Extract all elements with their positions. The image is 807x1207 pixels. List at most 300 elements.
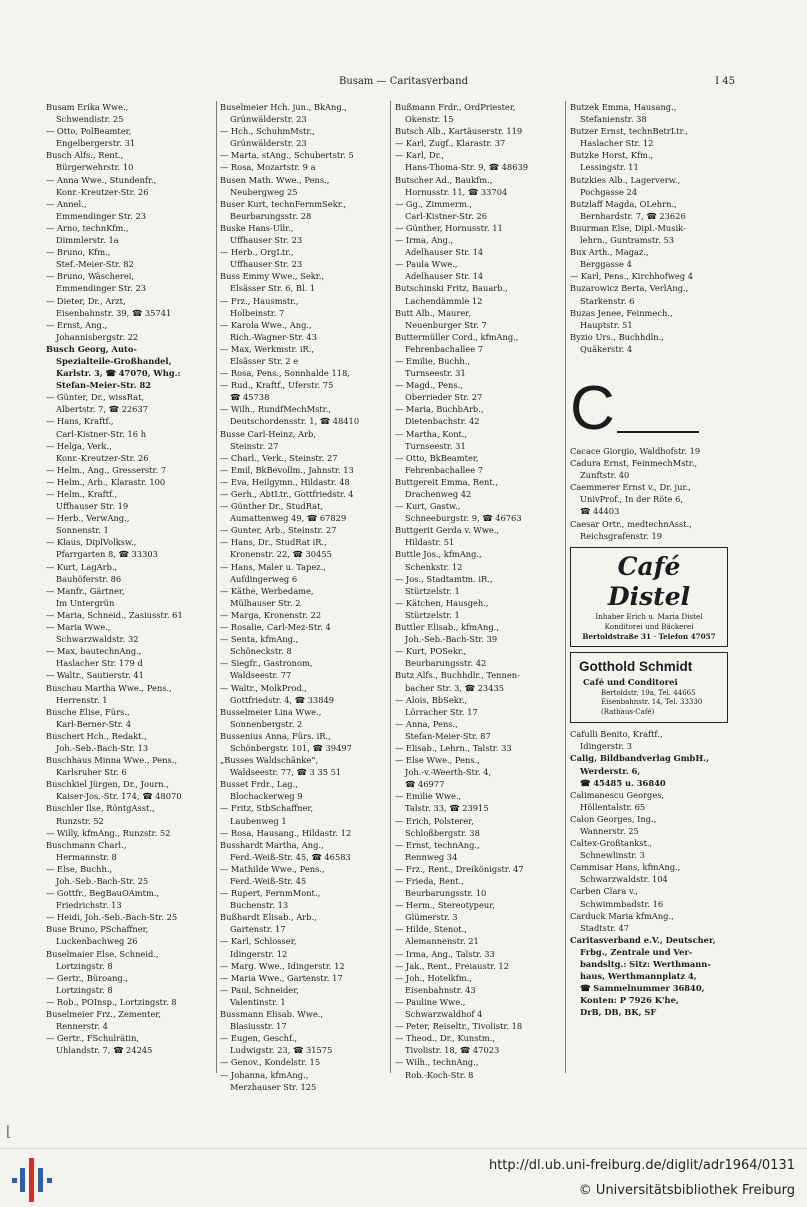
entry-detail: Dietenbachstr. 42 (405, 416, 480, 427)
entry-name: Busen Math. Wwe., Pens., (220, 174, 330, 185)
entry-name: Caemmerer Ernst v., Dr. jur., (570, 482, 691, 493)
entry-detail: Carl-Kistner-Str. 16 h (56, 428, 147, 439)
directory-entry (46, 174, 211, 198)
entry-name: — Kurt, POSekr., (395, 646, 467, 657)
entry-detail: Sonnenstr. 1 (56, 525, 109, 536)
section-letter-rule (617, 431, 699, 433)
entry-name: Buselmaier Else, Schneid., (46, 948, 159, 959)
directory-entry (395, 1056, 563, 1080)
column-divider (565, 101, 566, 1073)
entry-detail: Gartenstr. 17 (230, 924, 286, 935)
entry-name: — Maria Wwe., Gartenstr. 17 (220, 972, 343, 983)
directory-entry (395, 174, 563, 198)
entry-detail: Wannerstr. 25 (580, 825, 639, 836)
entry-detail: Hauptstr. 51 (580, 319, 633, 330)
entry-detail: Hans-Thoma-Str. 9, ☎ 48639 (405, 162, 529, 173)
entry-name: — Else, Buchh., (46, 863, 113, 874)
entry-name: — Dieter, Dr., Arzt, (46, 295, 126, 306)
entry-detail: Stadtstr. 47 (580, 922, 630, 933)
entry-detail: Blochackerweg 9 (230, 791, 303, 802)
directory-entry (395, 125, 563, 137)
directory-entry (570, 270, 738, 282)
directory-entry (46, 488, 211, 512)
entry-detail: Turnseestr. 31 (405, 368, 466, 379)
directory-entry (46, 415, 211, 439)
entry-name: — Rud., Kraftf., Uferstr. 75 (220, 380, 334, 391)
directory-entry (46, 198, 211, 222)
entry-name: Buss Emmy Wwe., Sekr., (220, 271, 325, 282)
running-title: Busam — Caritasverband (339, 76, 468, 87)
entry-detail: Bernhardstr. 7, ☎ 23626 (580, 210, 686, 221)
entry-name: Buschert Hch., Redakt., (46, 730, 147, 741)
entry-name: — Waltr., Sautierstr. 41 (46, 670, 144, 681)
entry-name: Buselmeier Frz., Zementer, (46, 1009, 161, 1020)
entry-name: Buttermüller Cord., kfmAng., (395, 331, 519, 342)
entry-name: — Irma, Ang., (395, 235, 454, 246)
entry-name: — Herm., Stereotypeur, (395, 900, 495, 911)
entry-name: — Peter, Reiseltr., Tivolistr. 18 (395, 1021, 523, 1032)
entry-name: — Herb., VerwAng., (46, 513, 130, 524)
entry-name: — Gertr., FSchulrätin, (46, 1033, 140, 1044)
entry-name: — Otto, PolBeamter, (46, 126, 132, 137)
directory-entry (570, 837, 738, 861)
entry-detail: Schönbergstr. 101, ☎ 39497 (230, 742, 352, 753)
entry-name: — Alois, BbSekr., (395, 694, 468, 705)
directory-entry (395, 645, 563, 669)
entry-detail: Blasiusstr. 17 (230, 1021, 287, 1032)
entry-detail: Konr.-Kreutzer-Str. 26 (56, 186, 149, 197)
entry-detail: Laubenweg 1 (230, 815, 287, 826)
entry-detail: Lessingstr. 11 (580, 162, 639, 173)
entry-detail: Gottfriedstr. 4, ☎ 33849 (230, 694, 335, 705)
entry-detail: Joh.-Seb.-Bach-Str. 13 (56, 742, 149, 753)
directory-entry (395, 815, 563, 839)
entry-detail: Stefanienstr. 38 (580, 114, 647, 125)
entry-detail: Mülhauser Str. 2 (230, 597, 301, 608)
entry-detail: ☎ 45485 u. 36840 (580, 777, 666, 788)
entry-detail: Hildastr. 51 (405, 537, 455, 548)
entry-detail: Runzstr. 52 (56, 815, 104, 826)
directory-entry (46, 246, 211, 270)
entry-name: — Pauline Wwe., (395, 996, 466, 1007)
directory-entry (46, 778, 211, 802)
entry-detail: Berggasse 4 (580, 259, 632, 270)
entry-name: — Gg., Zimmerm., (395, 198, 472, 209)
entry-name: Bussenius Anna, Fürs. iR., (220, 730, 331, 741)
directory-entry (220, 1032, 388, 1056)
ad-owner-line: Inhaber Erich u. Maria Distel (595, 611, 703, 621)
entry-name: — Annel., (46, 198, 87, 209)
directory-entry (395, 331, 563, 355)
entry-name: — Rupert, FernmMont., (220, 888, 321, 899)
directory-entry (46, 536, 211, 560)
directory-entry (570, 445, 738, 457)
entry-name: — Eugen, Geschf., (220, 1033, 298, 1044)
entry-detail: Emmendinger Str. 23 (56, 210, 147, 221)
entry-detail: Bürgerwehrstr. 10 (56, 162, 134, 173)
entry-name: — Elisab., Lehrn., Talstr. 33 (395, 742, 512, 753)
entry-detail: Beurbarungsstr. 28 (230, 210, 312, 221)
directory-entry (570, 934, 738, 1019)
entry-name: — Charl., Verk., Steinstr. 27 (220, 452, 338, 463)
entry-name: Busset Frdr., Lag., (220, 779, 298, 790)
directory-entry (220, 343, 388, 367)
entry-name: — Karl, Pens., Kirchhofweg 4 (570, 271, 694, 282)
entry-detail: Uffhauser Str. 23 (230, 259, 303, 270)
entry-name: — Paul, Schneider, (220, 984, 299, 995)
entry-detail: Konten: P 7926 K'he, (580, 995, 679, 1006)
entry-name: Bussmann Elisab. Wwe., (220, 1009, 324, 1020)
directory-entry (220, 972, 388, 984)
entry-name: — Manfr., Gärtner, (46, 585, 125, 596)
entry-detail: Deutschordensstr. 1, ☎ 48410 (230, 416, 360, 427)
entry-detail: Waldseestr. 77 (230, 670, 292, 681)
entry-detail: Idingerstr. 12 (230, 948, 288, 959)
entry-name: Butzek Emma, Hausang., (570, 102, 677, 112)
entry-detail: Tivolistr. 18, ☎ 47023 (405, 1045, 500, 1056)
directory-entry (220, 1008, 388, 1032)
entry-detail: Schnewlinstr. 3 (580, 850, 645, 861)
column-4-b-entries (570, 101, 738, 355)
entry-detail: Schneeburgstr. 9, ☎ 46763 (405, 513, 522, 524)
entry-name: — Mathilde Wwe., Pens., (220, 863, 325, 874)
directory-entry (395, 1020, 563, 1032)
entry-name: — Willy, kfmAng., Runzstr. 52 (46, 827, 171, 838)
copyright-notice: © Universitätsbibliothek Freiburg (578, 1183, 795, 1198)
directory-entry (395, 621, 563, 645)
entry-detail: Lörracher Str. 17 (405, 706, 478, 717)
entry-name: Butt Alb., Maurer, (395, 307, 471, 318)
directory-entry (220, 125, 388, 149)
directory-entry (395, 258, 563, 282)
entry-name: — Helm., Arb., Klarastr. 100 (46, 476, 166, 487)
entry-name: — Herb., OrgLtr., (220, 247, 294, 258)
directory-entry (46, 1032, 211, 1056)
entry-name: Cafulli Benito, Kraftf., (570, 729, 663, 740)
entry-detail: Fehrenbachallee 7 (405, 343, 484, 354)
entry-detail: Frbg., Zentrale und Ver- (580, 946, 693, 957)
entry-detail: Höllentalstr. 65 (580, 801, 646, 812)
entry-name: Busselmeier Lina Wwe., (220, 706, 322, 717)
directory-entry (220, 609, 388, 621)
entry-detail: Joh.-v.-Weerth-Str. 4, (405, 767, 492, 778)
directory-entry (220, 319, 388, 343)
entry-detail: Lortzingstr. 8 (56, 960, 113, 971)
directory-entry (46, 911, 211, 923)
entry-detail: haus, Werthmannplatz 4, (580, 971, 697, 982)
entry-detail: Valentinstr. 1 (230, 996, 286, 1007)
gotthold-schmidt-advertisement (570, 652, 728, 724)
entry-name: — Rob., POInsp., Lortzingstr. 8 (46, 996, 177, 1007)
entry-name: Butzlaff Magda, OLehrn., (570, 198, 677, 209)
directory-entry (220, 295, 388, 319)
entry-name: — Bruno, Wäscherei, (46, 271, 135, 282)
entry-name: — Irma, Ang., Talstr. 33 (395, 948, 495, 959)
directory-entry (220, 536, 388, 560)
entry-name: — Maria, BuchbArb., (395, 404, 484, 415)
entry-detail: Schöneckstr. 8 (230, 646, 292, 657)
directory-entry (395, 996, 563, 1020)
directory-entry (46, 996, 211, 1008)
entry-name: Caritasverband e.V., Deutscher, (570, 934, 716, 945)
directory-entry (220, 863, 388, 887)
ad-company-subtitle: Café und Conditorei (583, 676, 678, 687)
entry-detail: Grünwälderstr. 23 (230, 138, 307, 149)
directory-entry (46, 802, 211, 826)
directory-entry (570, 481, 738, 517)
entry-name: Busam Erika Wwe., (46, 102, 129, 112)
directory-entry (570, 101, 738, 125)
directory-entry (46, 706, 211, 730)
directory-entry (395, 403, 563, 427)
directory-entry (395, 923, 563, 947)
entry-name: Buttle Jos., kfmAng., (395, 549, 482, 560)
directory-entry (395, 428, 563, 452)
entry-name: — Bruno, Kfm., (46, 247, 111, 258)
entry-detail: Idingerstr. 3 (580, 741, 632, 752)
directory-entry (220, 428, 388, 452)
entry-detail: Beurbarungsstr. 10 (405, 888, 487, 899)
directory-entry (570, 518, 738, 542)
column-4-c-entries-b (570, 728, 738, 1018)
entry-detail: Merzhauser Str. 125 (230, 1081, 317, 1091)
entry-name: Busse Carl-Heinz, Arb, (220, 428, 316, 439)
directory-entry (46, 149, 211, 173)
directory-entry (570, 861, 738, 885)
entry-detail: Aumattenweg 49, ☎ 67829 (230, 513, 347, 524)
directory-entry (46, 887, 211, 911)
entry-detail: Starkenstr. 6 (580, 295, 635, 306)
directory-entry (570, 331, 738, 355)
entry-detail: Stürtzelstr. 1 (405, 585, 460, 596)
entry-detail: Uffhauser Str. 23 (230, 235, 303, 246)
entry-detail: Pfarrgarten 8, ☎ 33303 (56, 549, 158, 560)
entry-detail: Emmendinger Str. 23 (56, 283, 147, 294)
directory-entry (220, 561, 388, 585)
entry-detail: Ferd.-Weiß-Str. 45, ☎ 46583 (230, 851, 351, 862)
entry-detail: Talstr. 33, ☎ 23915 (405, 803, 489, 814)
entry-detail: Kaiser-Jos.-Str. 174, ☎ 48070 (56, 791, 182, 802)
directory-entry (570, 198, 738, 222)
entry-name: „Busses Waldschänke“, (220, 755, 319, 766)
directory-entry (395, 694, 563, 718)
entry-detail: Glümerstr. 3 (405, 912, 458, 923)
directory-entry (220, 476, 388, 488)
directory-entry (220, 270, 388, 294)
ad-business-line: Konditorei und Bäckerei (604, 621, 694, 631)
entry-name: Butzer Ernst, technBetrLtr., (570, 126, 688, 137)
entry-name: — Gottfr., BegBauOAmtm., (46, 888, 160, 899)
entry-name: Buselmeier Hch. jun., BkAng., (220, 102, 347, 112)
entry-name: — Helm., Ang., Gresserstr. 7 (46, 464, 167, 475)
entry-name: — Heidi, Joh.-Seb.-Bach-Str. 25 (46, 912, 178, 923)
directory-entry (395, 875, 563, 899)
entry-name: — Paula Wwe., (395, 259, 458, 270)
entry-name: — Gunter, Arb., Steinstr. 27 (220, 525, 337, 536)
entry-name: Caesar Ortr., medtechnAsst., (570, 518, 692, 529)
entry-name: — Joh., Hotelkfm., (395, 972, 472, 983)
entry-detail: Schwarzwaldstr. 104 (580, 874, 668, 885)
entry-detail: Johannisbergstr. 22 (56, 331, 139, 342)
entry-name: — Kurt, LagArb., (46, 561, 118, 572)
entry-name: — Kätchen, Hausgeh., (395, 597, 489, 608)
entry-name: — Frz., Hausmstr., (220, 295, 299, 306)
entry-detail: Rich.-Wagner-Str. 43 (230, 331, 317, 342)
entry-detail: Haslacher Str. 179 d (56, 658, 143, 669)
directory-entry (46, 464, 211, 476)
entry-name: Busche Elise, Fürs., (46, 706, 130, 717)
entry-name: Busch Georg, Auto- (46, 343, 137, 354)
directory-entry (570, 125, 738, 149)
entry-name: Buschkiel Jürgen, Dr., Journ., (46, 779, 169, 790)
entry-detail: Schwimmbadstr. 16 (580, 898, 664, 909)
directory-entry (395, 899, 563, 923)
entry-detail: Quäkerstr. 4 (580, 343, 633, 354)
directory-entry (220, 161, 388, 173)
entry-detail: Neubergweg 25 (230, 186, 298, 197)
directory-entry (46, 391, 211, 415)
directory-entry (220, 984, 388, 1008)
directory-entry (395, 960, 563, 972)
entry-name: Carduck Maria kfmAng., (570, 910, 674, 921)
directory-entry (395, 524, 563, 548)
entry-name: Cammisar Hans, kfmAng., (570, 862, 681, 873)
directory-column-4 (570, 101, 738, 1091)
directory-entry (46, 512, 211, 536)
entry-name: Buzarowicz Berta, VerlAng., (570, 283, 689, 294)
entry-name: — Anna, Pens., (395, 718, 458, 729)
margin-mark-icon: ⌊ (6, 1124, 12, 1140)
entry-detail: Carl-Kistner-Str. 26 (405, 210, 488, 221)
directory-entry (570, 910, 738, 934)
directory-entry (220, 379, 388, 403)
entry-name: Bußhardt Elisab., Arb., (220, 912, 317, 923)
entry-name: — Otto, BkBeamter, (395, 452, 479, 463)
directory-entry (395, 1032, 563, 1056)
entry-detail: Schwarzwaldhof 4 (405, 1009, 483, 1020)
directory-entry (46, 948, 211, 972)
entry-detail: Schwendistr. 25 (56, 114, 124, 125)
entry-detail: Werderstr. 6, (580, 765, 641, 776)
directory-entry (395, 452, 563, 476)
entry-detail: Turnseestr. 31 (405, 440, 466, 451)
ad-company-name: Gotthold Schmidt (579, 658, 693, 674)
entry-detail: Schwarzwaldstr. 32 (56, 634, 139, 645)
directory-entry (46, 585, 211, 609)
directory-entry (570, 282, 738, 306)
directory-entry (220, 488, 388, 500)
directory-entry (395, 198, 563, 222)
entry-name: — Ernst, Ang., (46, 319, 108, 330)
entry-name: — Arno, technKfm., (46, 222, 129, 233)
directory-entry (395, 754, 563, 790)
entry-detail: Karlsruher Str. 6 (56, 767, 127, 778)
directory-entry (395, 476, 563, 500)
entry-name: Butsch Alb., Kartäuserstr. 119 (395, 126, 523, 137)
entry-detail: Uhlandstr. 7, ☎ 24245 (56, 1045, 153, 1056)
entry-detail: Engelbergerstr. 31 (56, 138, 136, 149)
source-url-link[interactable]: http://dl.ub.uni-freiburg.de/diglit/adr1964/0131 (488, 1158, 795, 1173)
entry-detail: ☎ 44403 (580, 506, 620, 517)
entry-name: — Emil, BkBevollm., Jahnstr. 13 (220, 464, 354, 475)
entry-detail: Ludwigstr. 23, ☎ 31575 (230, 1045, 333, 1056)
entry-name: — Käthe, Werbedame, (220, 585, 314, 596)
directory-entry (220, 682, 388, 706)
ad-address-3: (Rathaus-Café) (601, 707, 655, 716)
entry-name: — Fritz, StbSchaffner, (220, 803, 314, 814)
entry-detail: Beurbarungsstr. 42 (405, 658, 487, 669)
directory-entry (395, 669, 563, 693)
directory-column-2 (220, 101, 388, 1091)
entry-name: Calig, Bildbandverlag GmbH., (570, 753, 709, 764)
directory-column-1 (46, 101, 211, 1091)
entry-detail: Elsässer Str. 2 e (230, 355, 299, 366)
directory-entry (46, 609, 211, 621)
entry-detail: Schenkstr. 12 (405, 561, 463, 572)
entry-name: — Rosa, Hausang., Hildastr. 12 (220, 827, 352, 838)
entry-detail: Sonnenbergstr. 2 (230, 718, 303, 729)
entry-name: — Johanna, kfmAng., (220, 1069, 309, 1080)
section-letter-glyph: C (570, 373, 615, 443)
entry-name: — Karl, Schlosser, (220, 936, 297, 947)
entry-name: — Hans, Kraftf., (46, 416, 114, 427)
entry-detail: Joh.-Seb.-Bach-Str. 39 (405, 634, 498, 645)
entry-detail: Grünwälderstr. 23 (230, 114, 307, 125)
entry-name: — Jak., Rent., Freiaustr. 12 (395, 960, 509, 971)
entry-name: Butschinski Fritz, Bauarb., (395, 283, 508, 294)
entry-name: — Marg. Wwe., Idingerstr. 12 (220, 960, 345, 971)
directory-entry (220, 198, 388, 222)
directory-entry (220, 452, 388, 464)
entry-detail: Buchenstr. 13 (230, 900, 289, 911)
entry-name: Butz Alfs., Buchhdlr., Tennen- (395, 670, 520, 681)
entry-name: — Theod., Dr., Kunstm., (395, 1033, 495, 1044)
entry-name: — Hans, Maler u. Tapez., (220, 561, 326, 572)
entry-detail: Stürtzelstr. 1 (405, 609, 460, 620)
section-letter (570, 373, 738, 443)
directory-entry (220, 524, 388, 536)
entry-detail: Reichsgrafenstr. 19 (580, 530, 663, 541)
entry-name: — Senta, kfmAng., (220, 634, 299, 645)
entry-detail: Eisenbahnstr. 39, ☎ 35741 (56, 307, 172, 318)
ad-address-1: Bertoldstr. 19a, Tel. 44665 (601, 688, 696, 697)
entry-name: — Maria Wwe., (46, 622, 111, 633)
entry-name: — Ernst, technAng., (395, 839, 480, 850)
entry-detail: ☎ Sammelnummer 36840, (580, 983, 705, 994)
entry-detail: Pochgasse 24 (580, 186, 638, 197)
directory-entry (570, 752, 738, 788)
directory-entry (46, 319, 211, 343)
directory-entry (570, 457, 738, 481)
entry-detail: Zunftstr. 40 (580, 470, 630, 481)
directory-entry (220, 706, 388, 730)
directory-entry (395, 742, 563, 754)
entry-name: — Else Wwe., Pens., (395, 755, 480, 766)
directory-entry (220, 827, 388, 839)
footer-divider (0, 1148, 807, 1149)
entry-name: Butscher Ad., Baukfm., (395, 174, 493, 185)
entry-detail: Dimmlerstr. 1a (56, 235, 119, 246)
entry-name: — Günther Dr., StudRat, (220, 501, 324, 512)
entry-name: Buttgerit Gerda v. Wwe., (395, 525, 500, 536)
directory-entry (46, 476, 211, 488)
entry-name: Buske Hans-Ullr., (220, 222, 294, 233)
entry-detail: ☎ 45738 (230, 392, 270, 403)
entry-name: — Hilde, Stenot., (395, 924, 467, 935)
entry-detail: Hermannstr. 8 (56, 851, 117, 862)
directory-entry (570, 307, 738, 331)
entry-detail: bacher Str. 3, ☎ 23435 (405, 682, 505, 693)
